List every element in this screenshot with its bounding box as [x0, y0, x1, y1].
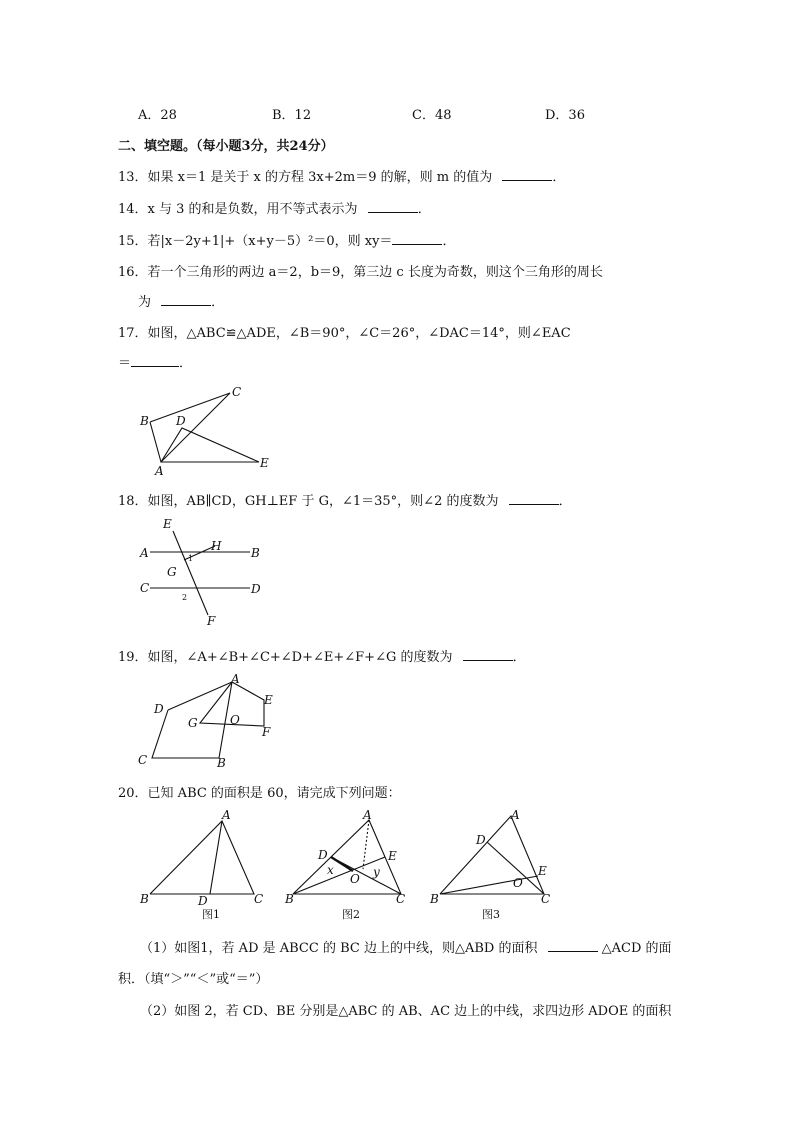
label-c: C	[396, 892, 406, 906]
label-d: D	[176, 414, 186, 428]
question-13-text: 13．如果 x＝1 是关于 x 的方程 3x+2m＝9 的解，则 m 的值为	[118, 170, 493, 185]
label-b: B	[140, 892, 149, 906]
section-header: 二、填空题。（每小题3分，共24分）	[118, 139, 334, 154]
label-e: E	[264, 693, 273, 707]
label-o: O	[513, 876, 523, 890]
label-d: D	[251, 582, 261, 596]
label-b: B	[285, 892, 294, 906]
label-o: O	[230, 713, 240, 727]
figure-20-2	[283, 805, 418, 923]
label-b: B	[140, 414, 149, 428]
question-17-text: 17．如图，△ABC≌△ADE，∠B＝90°，∠C＝26°，∠DAC＝14°，则∠EAC	[118, 326, 571, 341]
label-d: D	[198, 894, 208, 908]
label-y: y	[373, 865, 380, 879]
question-16-text: 16．若一个三角形的两边 a＝2，b＝9，第三边 c 长度为奇数，则这个三角形的周长	[118, 265, 603, 280]
label-d: D	[476, 833, 486, 847]
label-d: D	[318, 848, 328, 862]
option-a: A．28	[138, 108, 177, 123]
option-d: D．36	[545, 108, 585, 123]
label-e: E	[388, 849, 397, 863]
period: ．	[558, 494, 572, 509]
label-a: A	[222, 808, 231, 822]
question-14	[118, 198, 431, 217]
figure-20-1	[135, 805, 270, 923]
question-13	[118, 166, 565, 185]
angle-2-label: 2	[182, 593, 188, 602]
label-c: C	[138, 753, 148, 767]
label-a: A	[231, 672, 240, 686]
period: ．	[552, 170, 566, 185]
label-h: H	[211, 539, 222, 553]
period: ．	[417, 202, 431, 217]
question-17-text-cont: ＝	[118, 356, 132, 371]
label-a: A	[363, 808, 372, 822]
label-c: C	[254, 892, 264, 906]
label-x: x	[327, 863, 334, 877]
label-a: A	[511, 808, 520, 822]
figure-20-3	[425, 805, 560, 923]
answer-blank	[161, 293, 211, 306]
label-e: E	[538, 864, 547, 878]
period: ．	[512, 650, 526, 665]
label-b: B	[217, 756, 226, 770]
question-18-text: 18．如图，AB∥CD，GH⊥EF 于 G，∠1＝35°，则∠2 的度数为	[118, 494, 499, 509]
label-e: E	[163, 517, 172, 531]
label-f: F	[207, 614, 216, 628]
label-a: A	[155, 464, 164, 478]
question-16-cont	[138, 291, 224, 310]
answer-blank	[368, 200, 418, 213]
answer-blank	[392, 232, 442, 245]
question-18	[118, 490, 572, 509]
label-g: G	[167, 565, 177, 579]
label-b: B	[251, 546, 260, 560]
answer-blank	[463, 648, 513, 661]
label-c: C	[140, 581, 150, 595]
label-b: B	[430, 892, 439, 906]
question-17	[118, 322, 571, 341]
question-20-part-1-text-b: △ACD 的面	[601, 941, 672, 956]
caption-fig1: 图1	[202, 908, 220, 921]
question-20-part-2: （2）如图 2，若 CD、BE 分别是△ABC 的 AB、AC 边上的中线，求四边形 ADOE 的面积	[140, 1004, 672, 1019]
figure-17	[130, 378, 290, 478]
question-15	[118, 230, 455, 249]
answer-blank	[548, 939, 598, 952]
label-g: G	[188, 716, 198, 730]
period: ．	[442, 234, 456, 249]
question-15-text: 15．若|x－2y+1|+（x+y－5）²＝0，则 xy＝	[118, 234, 393, 249]
label-e: E	[260, 456, 269, 470]
question-20: 20．已知 ABC 的面积是 60，请完成下列问题：	[118, 786, 401, 801]
label-o: O	[350, 872, 360, 886]
question-19	[118, 646, 526, 665]
label-a: A	[140, 546, 149, 560]
question-20-part-1-cont: 积．（填“＞”“＜”或“＝”）	[118, 972, 269, 987]
question-16-text-cont: 为	[138, 295, 152, 310]
caption-fig2: 图2	[342, 908, 360, 921]
question-20-part-1	[140, 937, 672, 956]
question-20-part-1-text: （1）如图1，若 AD 是 ABCC 的 BC 边上的中线，则△ABD 的面积	[140, 941, 538, 956]
angle-1-label: 1	[188, 554, 194, 563]
label-c: C	[232, 385, 242, 399]
caption-fig3: 图3	[482, 908, 500, 921]
figure-19	[130, 670, 290, 770]
question-14-text: 14．x 与 3 的和是负数，用不等式表示为	[118, 202, 358, 217]
period: ．	[211, 295, 225, 310]
question-17-cont	[118, 352, 192, 371]
option-b: B．12	[272, 108, 312, 123]
question-16	[118, 261, 603, 280]
period: ．	[179, 356, 193, 371]
answer-blank	[502, 168, 552, 181]
label-d: D	[154, 702, 164, 716]
answer-blank	[509, 492, 559, 505]
label-c: C	[541, 892, 551, 906]
question-19-text: 19．如图，∠A+∠B+∠C+∠D+∠E+∠F+∠G 的度数为	[118, 650, 453, 665]
option-c: C．48	[412, 108, 452, 123]
label-f: F	[262, 725, 271, 739]
answer-blank	[131, 354, 179, 367]
figure-18	[135, 518, 275, 630]
